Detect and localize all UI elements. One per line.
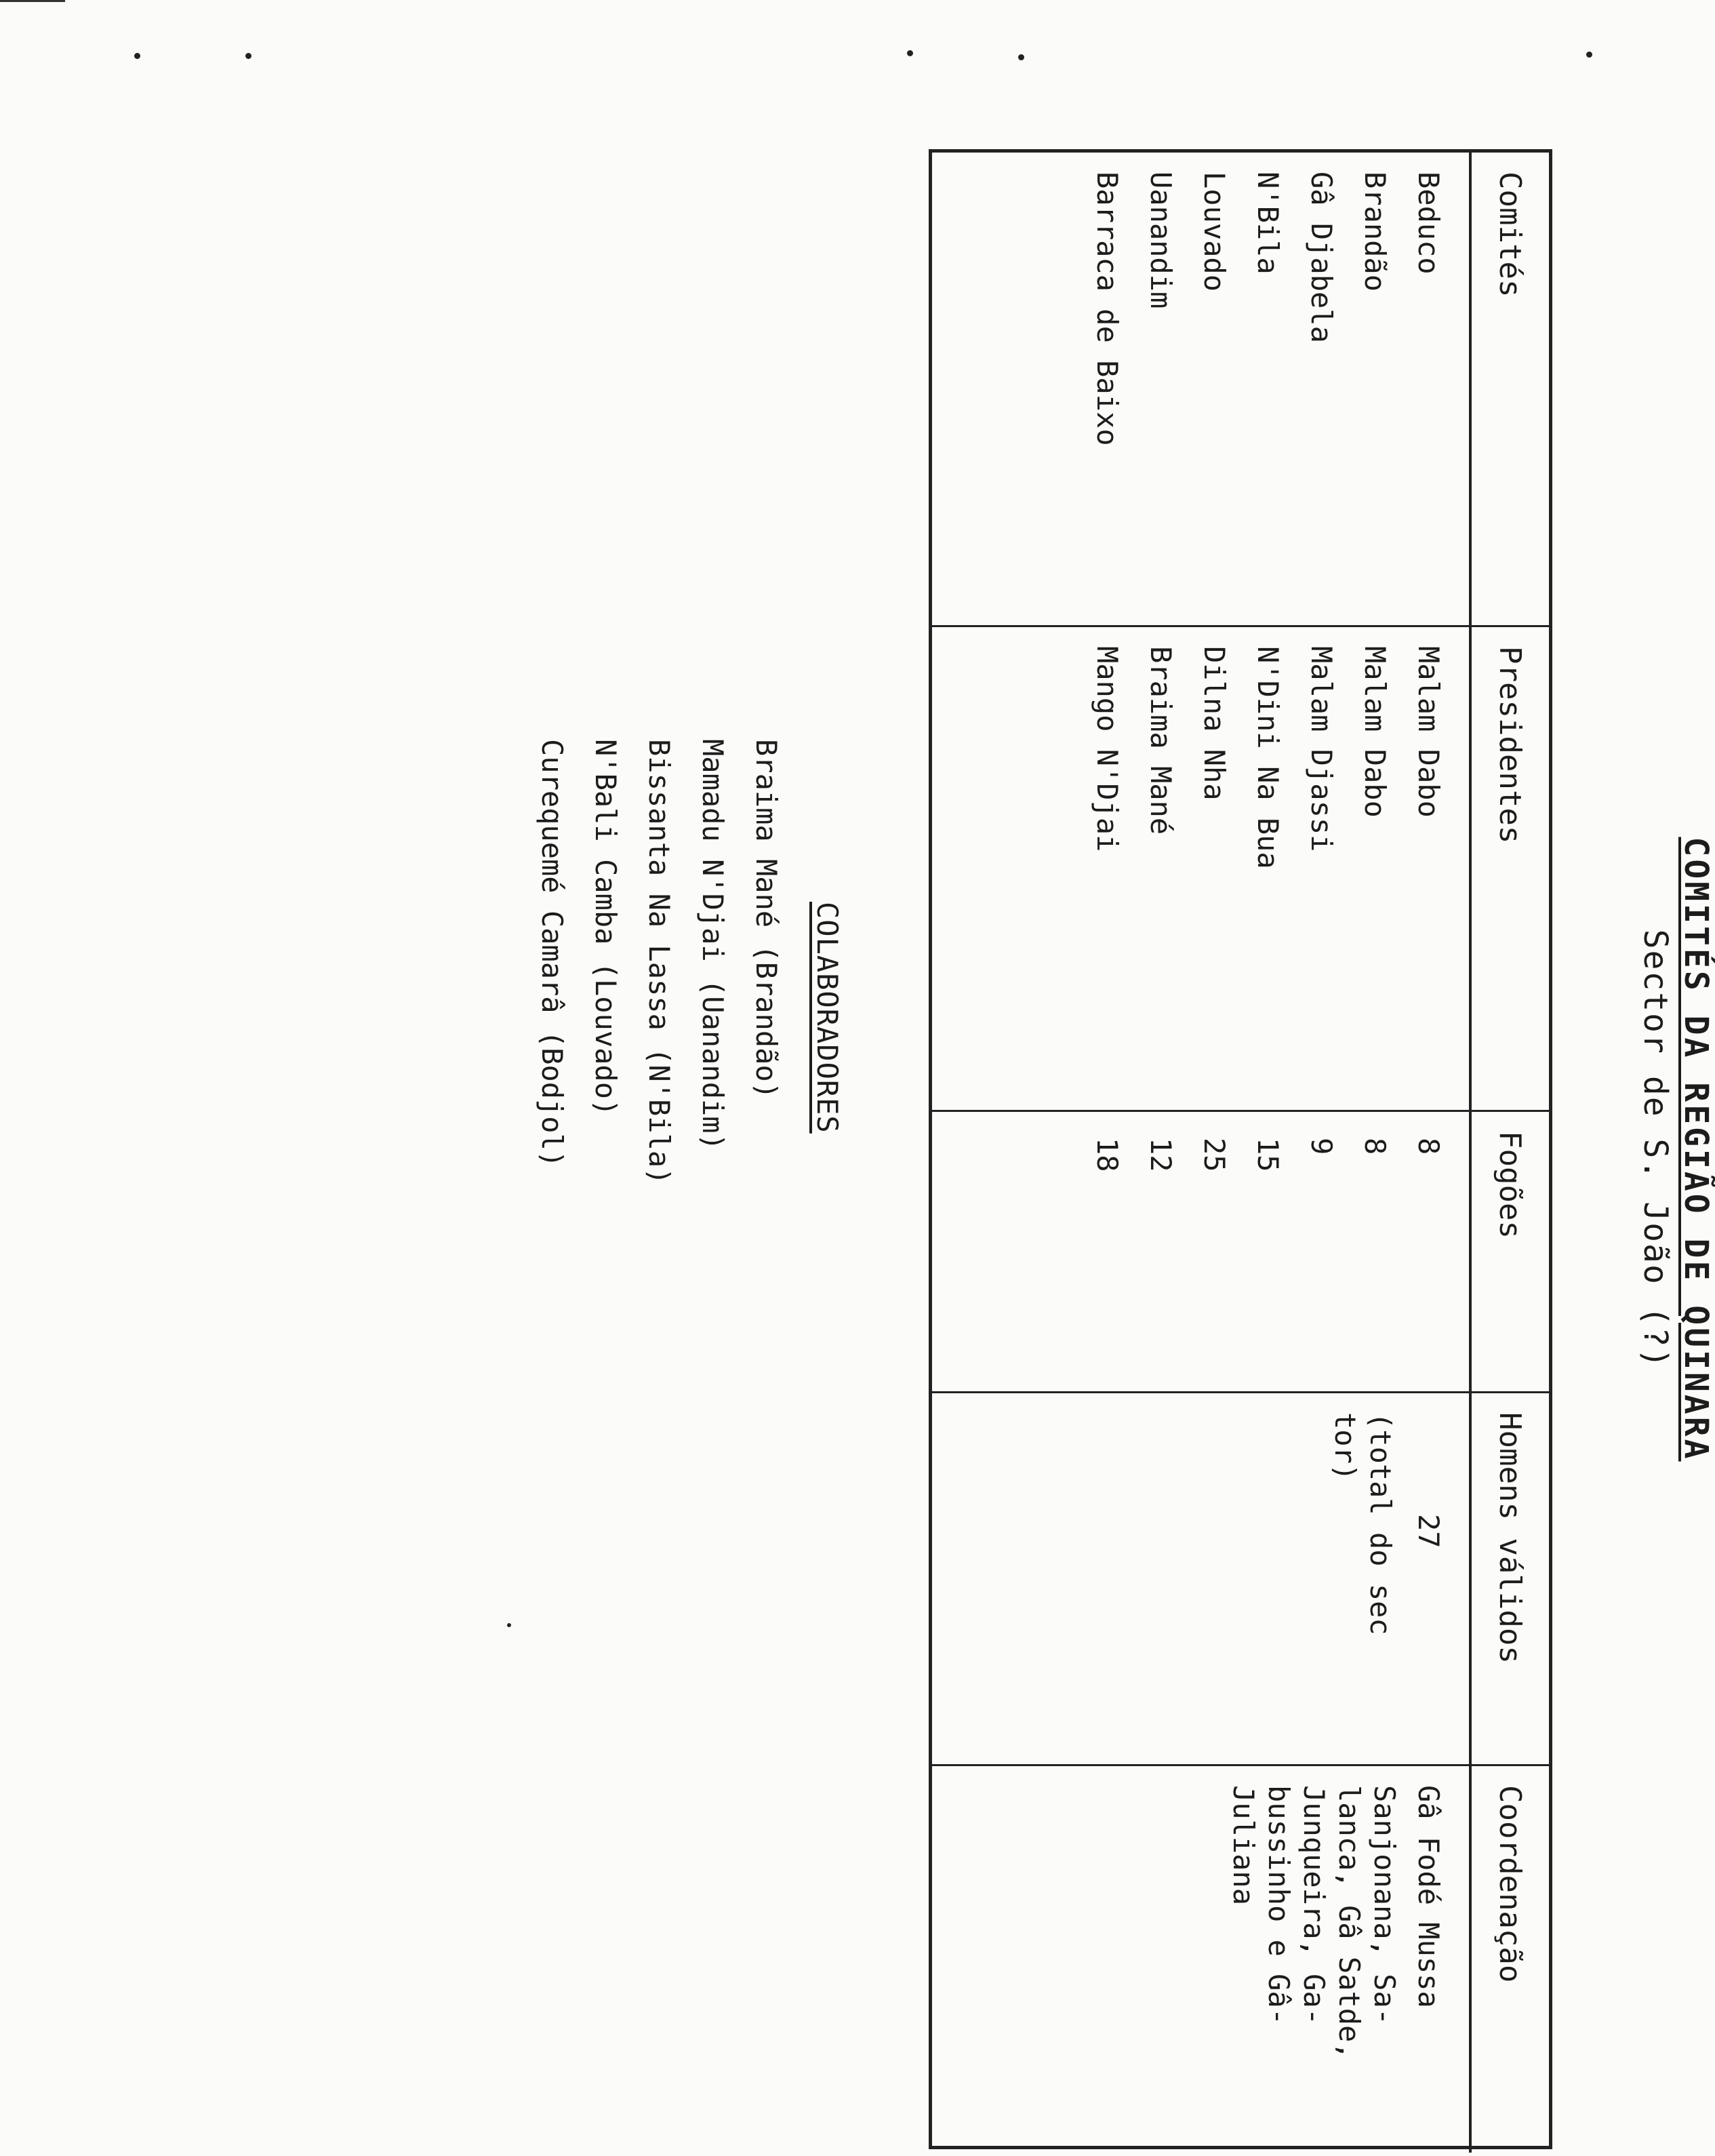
collaborator-item: Bissanta Na Lassa (N'Bila) (643, 739, 676, 1185)
document-title: COMITÉS DA REGIÃO DE QUINARA (1677, 837, 1715, 1462)
coordenacao-cell (1212, 1766, 1469, 2153)
fogoes-count: 18 (1091, 1138, 1124, 1172)
homens-validos-value: 27 (1412, 1514, 1445, 1549)
comites-list (1067, 153, 1469, 625)
committee-name: Beduco (1412, 172, 1445, 275)
scan-speck (507, 1623, 511, 1627)
president-name: Dilna Nha (1198, 646, 1231, 801)
fogoes-count: 12 (1144, 1138, 1177, 1172)
committee-name: Gâ Djabela (1305, 172, 1338, 343)
fogoes-count: 15 (1251, 1138, 1285, 1172)
scan-speck (1018, 54, 1024, 60)
header-comites: Comités (1469, 153, 1549, 625)
column-coordenacao (932, 1766, 1549, 2153)
presidents-list (1067, 627, 1469, 1110)
rotated-document (536, 149, 1715, 2149)
scan-edge-line (0, 0, 65, 2)
collaborators-section (525, 739, 854, 1417)
column-presidentes (932, 627, 1549, 1112)
president-name: Malam Dabo (1412, 646, 1445, 818)
committee-name: N'Bila (1251, 172, 1285, 275)
fogoes-list (1067, 1112, 1469, 1391)
president-name: N'Dini Na Bua (1251, 646, 1285, 869)
committee-name: Louvado (1198, 172, 1231, 292)
homens-validos-cell (1314, 1393, 1469, 1764)
fogoes-count: 8 (1358, 1138, 1392, 1155)
scan-speck (907, 50, 913, 56)
collaborator-item: Mamadu N'Djai (Uanandim) (696, 739, 729, 1151)
president-name: Malam Dabo (1358, 646, 1392, 818)
header-homens-validos: Homens válidos (1469, 1393, 1549, 1764)
collaborators-title: COLABORADORES (811, 902, 844, 1134)
document-heading (1636, 149, 1715, 2149)
scan-speck (134, 53, 140, 59)
header-presidentes: Presidentes (1469, 627, 1549, 1110)
column-comites (932, 153, 1549, 627)
column-homens-validos (932, 1393, 1549, 1766)
committee-name: Uanandim (1144, 172, 1177, 309)
fogoes-count: 9 (1305, 1138, 1338, 1155)
fogoes-count: 8 (1412, 1138, 1445, 1155)
column-fogoes (932, 1112, 1549, 1393)
homens-validos-note: (total do sec tor) (1329, 1412, 1397, 1635)
scan-speck (245, 53, 251, 59)
coordenacao-places: Sanjonana, Sa- lanca, Gâ Satde, Junqueira, Ga- bussinho e Gâ- Juliana (1227, 1785, 1401, 2060)
committee-name: Brandão (1358, 172, 1392, 292)
president-name: Malam Djassi (1305, 646, 1338, 852)
scan-speck (1586, 52, 1592, 58)
committee-name: Barraca de Baixo (1091, 172, 1124, 446)
president-name: Mango N'Djai (1091, 646, 1124, 852)
header-fogoes: Fogões (1469, 1112, 1549, 1391)
fogoes-count: 25 (1198, 1138, 1231, 1172)
header-coordenacao: Coordenação (1469, 1766, 1549, 2153)
president-name: Braima Mané (1144, 646, 1177, 835)
collaborator-item: Braima Mané (Brandão) (750, 739, 783, 1100)
document-subtitle: Sector de S. João (?) (1636, 929, 1674, 1370)
collaborator-item: Curequemé Camarâ (Bodjol) (536, 739, 569, 1168)
committees-table (929, 149, 1552, 2149)
coordenacao-first: Gâ Fodé Mussa (1412, 1785, 1445, 2008)
collaborator-item: N'Bali Camba (Louvado) (589, 739, 622, 1117)
